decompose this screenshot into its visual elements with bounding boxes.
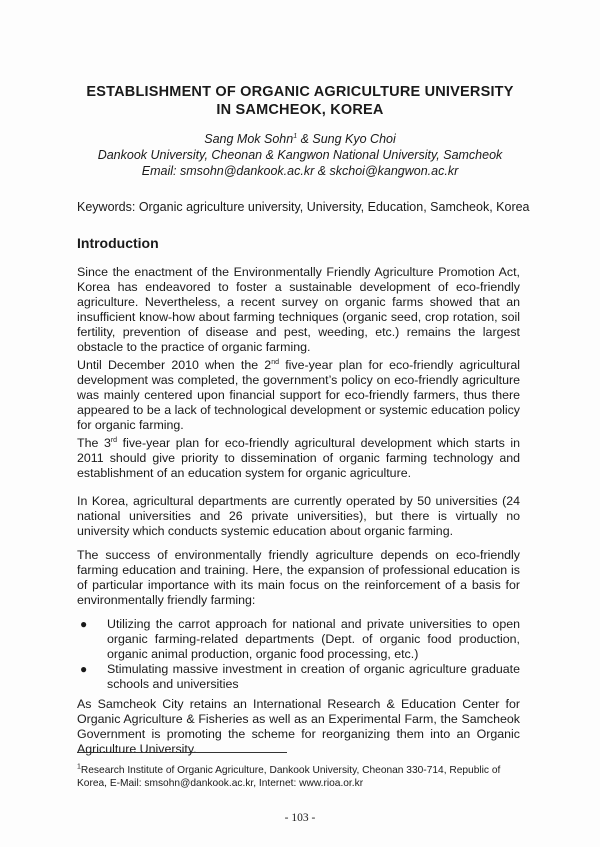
bullet-list xyxy=(77,617,520,692)
page-number: - 103 - xyxy=(284,812,316,824)
author-names xyxy=(40,131,560,147)
bullet-dot-icon: ● xyxy=(80,662,88,676)
ordinal-superscript-nd: nd xyxy=(271,358,279,366)
paragraph-6: As Samcheok City retains an International Research & Education Center for Organic Agriculture & Fisheries as well as an Experimental Farm, the Samcheok Government is promoting the scheme for reorganizing them into an Organic Agriculture University. xyxy=(77,697,520,756)
paper-title-line-2: IN SAMCHEOK, KOREA xyxy=(216,102,384,118)
paragraph-5: The success of environmentally friendly agriculture depends on eco-friendly farming education and training. Here, the expansion of professional education is of particular importance with its main focus on the reinforcement of a basis for environmentally friendly farming: xyxy=(77,548,520,607)
bullet-text: Stimulating massive investment in creation of organic agriculture graduate schools and universities xyxy=(107,662,520,691)
paragraph-2-start: Until December 2010 when the 2 xyxy=(77,358,272,372)
ordinal-superscript-rd: rd xyxy=(110,436,118,444)
author-footnote-marker: 1 xyxy=(293,132,298,140)
footnote-text: Research Institute of Organic Agriculture, Dankook University, Cheonan 330-714, Republic of Korea, E-Mail: smsohn@dankook.ac.kr, Internet: www.rioa.or.kr xyxy=(77,765,501,789)
author-email: Email: smsohn@dankook.ac.kr & skchoi@kangwon.ac.kr xyxy=(141,164,459,178)
paragraph-2-rest: five-year plan for eco-friendly agricultural development was completed, the government’s policy on eco-friendly agriculture was mainly centered upon financial support for eco-friendly farmers, thus there appeared to be a lack of technological development or systemic education policy for organic farming. xyxy=(77,358,520,432)
bullet-item xyxy=(77,662,520,692)
author-names-second: & Sung Kyo Choi xyxy=(297,132,396,146)
paragraph-3-rest: five-year plan for eco-friendly agricultural development which starts in 2011 should give priority to dissemination of organic farming technology and establishment of an education system for organic agriculture. xyxy=(77,436,520,480)
author-affiliation: Dankook University, Cheonan & Kangwon National University, Samcheok xyxy=(97,148,503,162)
paragraph-2 xyxy=(77,358,520,433)
footnote-marker: 1 xyxy=(77,763,81,771)
footnote xyxy=(77,764,527,790)
author-names-first: Sang Mok Sohn xyxy=(204,132,294,146)
paragraph-3 xyxy=(77,436,520,481)
footnote-divider xyxy=(77,752,287,753)
bullet-item xyxy=(77,617,520,662)
paragraph-1: Since the enactment of the Environmentally Friendly Agriculture Promotion Act, Korea has endeavored to foster a sustainable development of eco-friendly agriculture. Nevertheless, a recent survey on organic farms showed that an insufficient know-how about farming techniques (organic seed, crop rotation, soil fertility, prevention of disease and pest, weeding, etc.) remains the largest obstacle to the practice of organic farming. xyxy=(77,265,520,354)
paragraph-4: In Korea, agricultural departments are currently operated by 50 universities (24 national universities and 26 private universities), but there is virtually no university which conducts systemic education about organic farming. xyxy=(77,494,520,538)
paper-title-line-1: ESTABLISHMENT OF ORGANIC AGRICULTURE UNIVERSITY xyxy=(86,84,514,100)
section-heading-introduction: Introduction xyxy=(77,235,159,251)
bullet-text: Utilizing the carrot approach for national and private universities to open organic farming-related departments (Dept. of organic food production, organic animal production, organic food processing, etc.) xyxy=(107,617,520,661)
keywords: Keywords: Organic agriculture university, University, Education, Samcheok, Korea xyxy=(77,200,530,214)
paragraph-3-start: The 3 xyxy=(77,436,111,450)
bullet-dot-icon: ● xyxy=(80,617,88,631)
